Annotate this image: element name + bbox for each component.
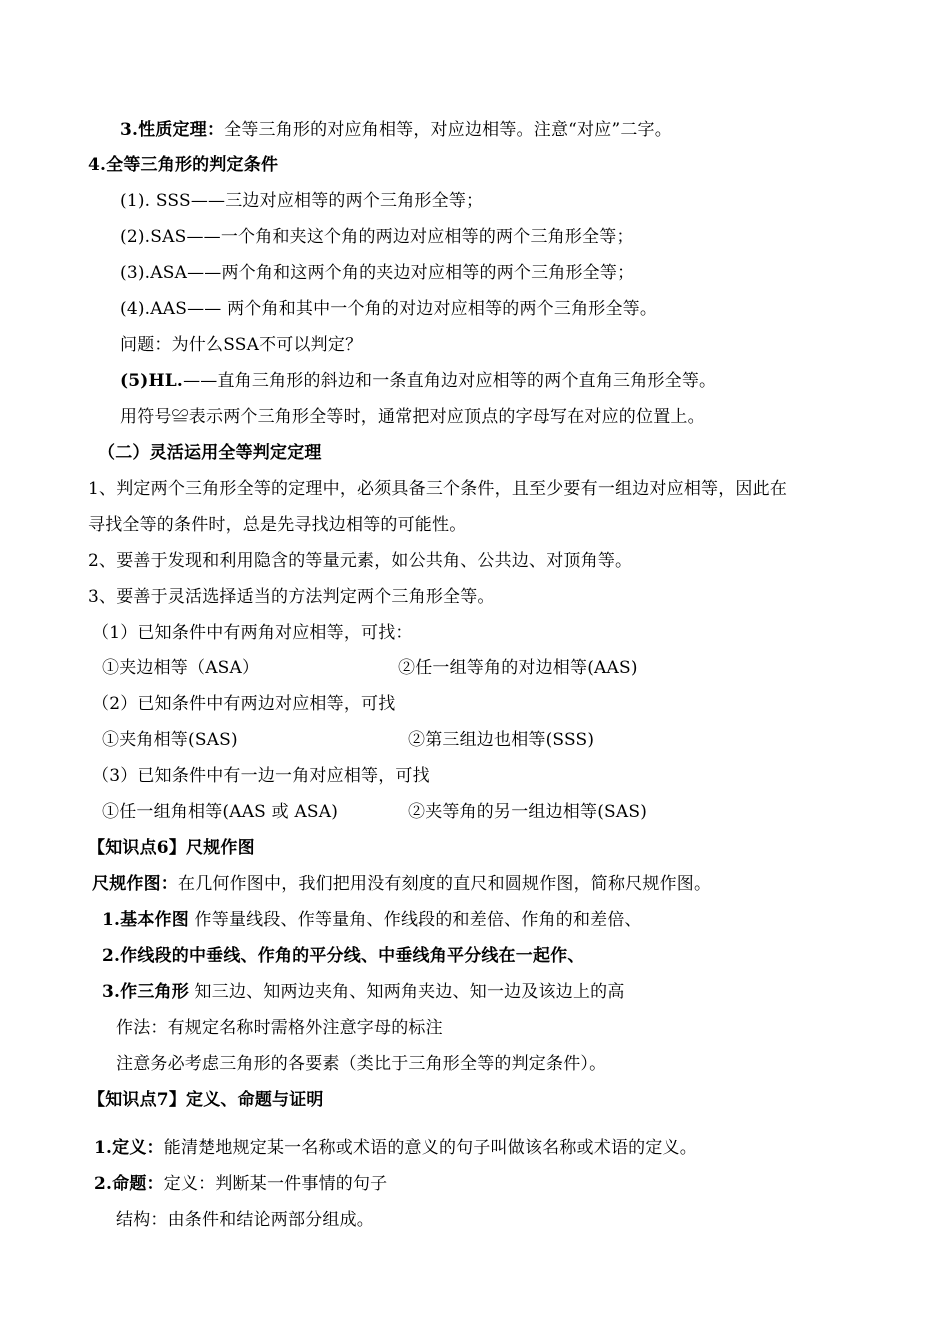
case-2-option-a: ①夹角相等(SAS) — [102, 730, 238, 750]
case-1-option-b: ②任一组等角的对边相等(AAS) — [398, 658, 638, 678]
proposition-line — [94, 1172, 387, 1196]
case-3-option-a: ①任一组角相等(AAS 或 ASA) — [102, 802, 339, 822]
structure-line: 结构：由条件和结论两部分组成。 — [116, 1210, 374, 1230]
triangle-construction-line — [102, 980, 625, 1004]
case-1-option-a: ①夹边相等（ASA） — [102, 658, 260, 678]
case-1-options — [102, 656, 702, 680]
method-note: 作法：有规定名称时需格外注意字母的标注 — [116, 1018, 443, 1038]
ruler-compass-label: 尺规作图： — [92, 874, 178, 894]
congruence-criteria-heading: 4.全等三角形的判定条件 — [88, 155, 279, 175]
paragraph-1-line-1: 1、判定两个三角形全等的定理中，必须具备三个条件，且至少要有一组边对应相等，因此在 — [88, 479, 788, 499]
paragraph-2: 2、要善于发现和利用隐含的等量元素，如公共角、公共边、对顶角等。 — [88, 551, 633, 571]
definition-text: 能清楚地规定某一名称或术语的意义的句子叫做该名称或术语的定义。 — [163, 1138, 697, 1158]
triangle-construction-text: 知三边、知两边夹角、知两角夹边、知一边及该边上的高 — [188, 982, 625, 1002]
definition-line — [94, 1136, 697, 1160]
property-theorem-text: 全等三角形的对应角相等，对应边相等。注意“对应”二字。 — [224, 120, 672, 140]
congruence-symbol-note: 用符号≌表示两个三角形全等时，通常把对应顶点的字母写在对应的位置上。 — [120, 407, 705, 427]
basic-construction-text: 作等量线段、作等量角、作线段的和差倍、作角的和差倍、 — [188, 910, 642, 930]
basic-construction-label: 1.基本作图 — [102, 910, 189, 930]
ruler-compass-definition — [92, 872, 711, 896]
section-heading-flexible-use: （二）灵活运用全等判定定理 — [98, 443, 322, 463]
proposition-text: 定义：判断某一件事情的句子 — [163, 1174, 388, 1194]
criterion-sas: (2).SAS——一个角和夹这个角的两边对应相等的两个三角形全等； — [120, 227, 634, 247]
question-ssa: 问题：为什么SSA不可以判定？ — [120, 335, 363, 355]
knowledge-point-7-heading: 【知识点7】定义、命题与证明 — [88, 1090, 324, 1110]
ruler-compass-text: 在几何作图中，我们把用没有刻度的直尺和圆规作图，简称尺规作图。 — [178, 874, 712, 894]
criterion-asa: (3).ASA——两个角和这两个角的夹边对应相等的两个三角形全等； — [120, 263, 635, 283]
property-theorem-line — [120, 118, 672, 142]
case-3-heading: （3）已知条件中有一边一角对应相等，可找 — [92, 766, 430, 786]
triangle-construction-label: 3.作三角形 — [102, 982, 189, 1002]
property-theorem-label: 3.性质定理： — [120, 120, 225, 140]
criterion-sss: (1). SSS——三边对应相等的两个三角形全等； — [120, 191, 484, 211]
knowledge-point-6-heading: 【知识点6】尺规作图 — [88, 838, 255, 858]
case-3-options — [102, 800, 702, 824]
case-2-options — [102, 728, 702, 752]
proposition-label: 2.命题： — [94, 1174, 164, 1194]
case-2-heading: （2）已知条件中有两边对应相等，可找 — [92, 694, 396, 714]
paragraph-1-line-2: 寻找全等的条件时，总是先寻找边相等的可能性。 — [88, 515, 467, 535]
basic-construction-line — [102, 908, 642, 932]
paragraph-3: 3、要善于灵活选择适当的方法判定两个三角形全等。 — [88, 587, 495, 607]
case-1-heading: （1）已知条件中有两角对应相等，可找： — [92, 623, 413, 643]
elements-note: 注意务必考虑三角形的各要素（类比于三角形全等的判定条件）。 — [116, 1054, 607, 1074]
case-3-option-b: ②夹等角的另一组边相等(SAS) — [408, 802, 648, 822]
bisector-construction-line: 2.作线段的中垂线、作角的平分线、中垂线角平分线在一起作、 — [102, 946, 585, 966]
definition-label: 1.定义： — [94, 1138, 164, 1158]
case-2-option-b: ②第三组边也相等(SSS) — [408, 730, 595, 750]
criterion-hl-label: (5)HL. — [120, 371, 184, 391]
criterion-aas: (4).AAS—— 两个角和其中一个角的对边对应相等的两个三角形全等。 — [120, 299, 658, 319]
criterion-hl-text: ——直角三角形的斜边和一条直角边对应相等的两个直角三角形全等。 — [183, 371, 717, 391]
criterion-hl — [120, 369, 716, 393]
